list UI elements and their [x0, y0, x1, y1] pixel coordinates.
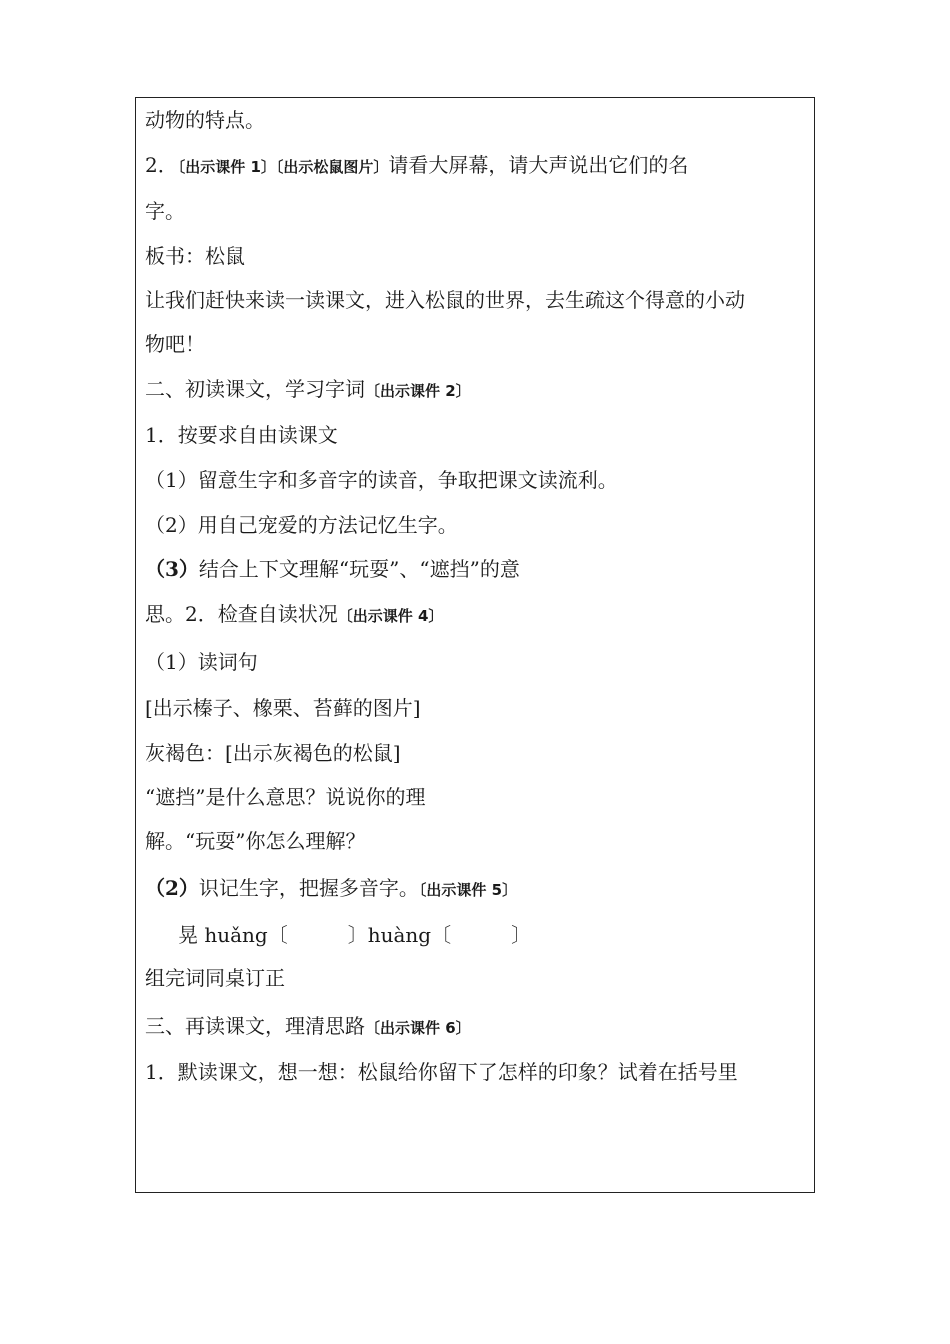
courseware-tag: 〔出示课件 5〕 [418, 881, 518, 899]
text-line: 解。“玩耍”你怎么理解？ [145, 829, 366, 853]
pinyin-exercise: 晃 huǎng〔 〕huàng〔 〕 [178, 923, 532, 947]
text-line: （2）用自己宠爱的方法记忆生字。 [145, 513, 458, 537]
text-line: [出示榛子、橡栗、苔藓的图片] [145, 696, 421, 720]
text-line: 动物的特点。 [145, 108, 265, 132]
item-number: （3） [145, 557, 199, 581]
item-number: 2． [145, 153, 178, 177]
text-line: 1．按要求自由读课文 [145, 423, 338, 447]
courseware-tag: 〔出示课件 4〕 [337, 607, 444, 625]
text-line [145, 555, 520, 583]
text-line: 物吧！ [145, 332, 205, 356]
line-text: 思。2．检查自读状况 [145, 602, 338, 626]
text-line: 1．默读课文，想一想：松鼠给你留下了怎样的印象？试着在括号里 [145, 1060, 738, 1084]
line-text: 识记生字，把握多音字。 [198, 876, 419, 900]
text-line [145, 600, 443, 630]
text-line: 灰褐色：[出示灰褐色的松鼠] [145, 741, 401, 765]
line-text: 结合上下文理解“玩耍”、“遮挡”的意 [198, 557, 520, 581]
courseware-tag: 〔出示课件 6〕 [365, 1019, 471, 1037]
section-heading [145, 375, 471, 405]
item-number: （2） [145, 876, 199, 900]
line-text: 二、初读课文，学习字词 [145, 377, 365, 401]
courseware-tag: 〔出示松鼠图片〕 [275, 158, 389, 176]
line-text: 三、再读课文，理清思路 [145, 1014, 365, 1038]
text-line [145, 874, 517, 904]
courseware-tag: 〔出示课件 1〕 [177, 158, 276, 176]
lesson-plan-cell [135, 97, 815, 1193]
courseware-tag: 〔出示课件 2〕 [365, 382, 471, 400]
text-line: “遮挡”是什么意思？说说你的理 [145, 785, 426, 809]
text-line [145, 151, 688, 181]
text-line: （1）留意生字和多音字的读音，争取把课文读流利。 [145, 468, 618, 492]
text-line: 板书：松鼠 [145, 244, 245, 268]
text-line: （1）读词句 [145, 650, 258, 674]
text-line: 组完词同桌订正 [145, 966, 285, 990]
section-heading [145, 1012, 471, 1042]
text-line: 让我们赶快来读一读课文，进入松鼠的世界，去生疏这个得意的小动 [145, 288, 745, 312]
line-text: 请看大屏幕，请大声说出它们的名 [388, 153, 689, 177]
text-line: 字。 [145, 199, 185, 223]
